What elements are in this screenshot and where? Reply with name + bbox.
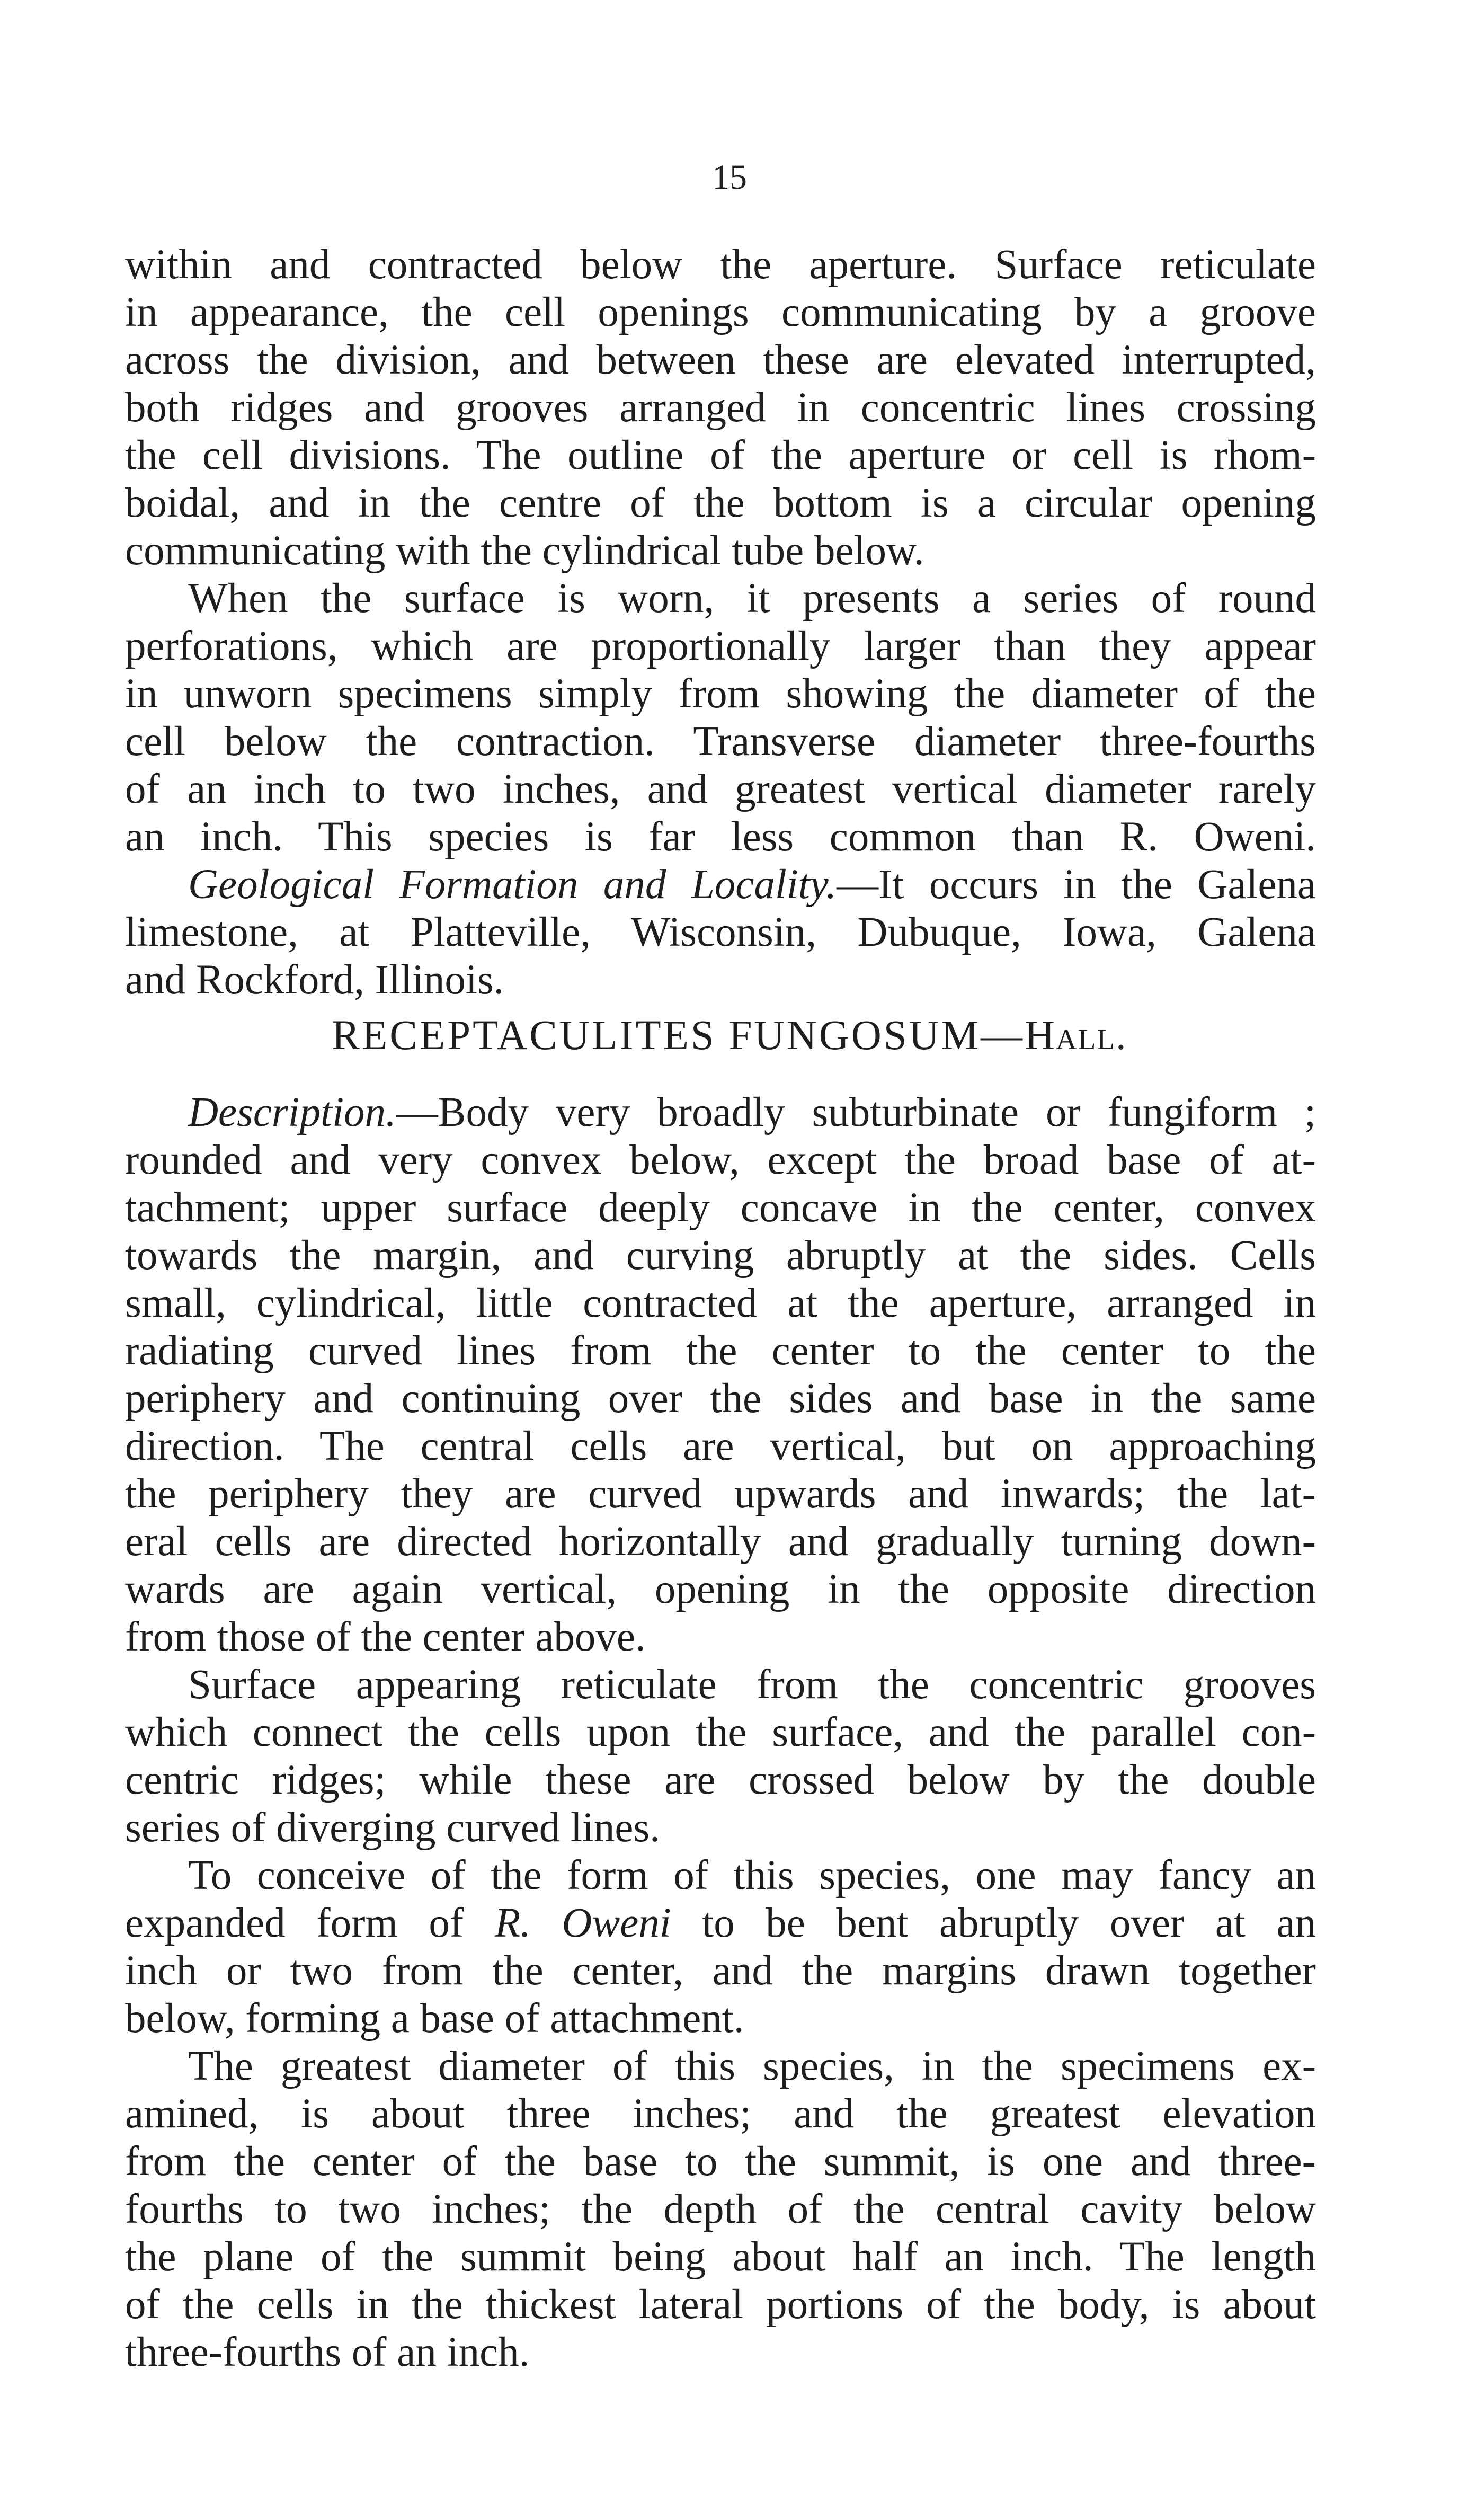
species-reference: R. Oweni <box>494 1900 671 1946</box>
text-line: small, cylindrical, little contracted at the aperture, arranged in <box>125 1280 1316 1326</box>
text-line: amined, is about three inches; and the greatest elevation <box>125 2091 1316 2137</box>
text-line: the cell divisions. The outline of the aperture or cell is rhom- <box>125 432 1316 478</box>
text-run: —It occurs in the Galena <box>837 862 1316 908</box>
text-line: below, forming a base of attachment. <box>125 1995 744 2042</box>
text-line: from the center of the base to the summit, is one and three- <box>125 2139 1316 2185</box>
text-line: which connect the cells upon the surface, and the parallel con- <box>125 1709 1316 1755</box>
text-line: rounded and very convex below, except the broad base of at- <box>125 1137 1316 1183</box>
text-line <box>188 861 1316 909</box>
text-line: boidal, and in the centre of the bottom is a circular opening <box>125 480 1316 526</box>
text-line: series of diverging curved lines. <box>125 1805 660 1851</box>
geological-formation-label: Geological Formation and Locality. <box>188 862 837 908</box>
text-line: radiating curved lines from the center to the center to the <box>125 1328 1316 1374</box>
text-line: inch or two from the center, and the margins drawn together <box>125 1948 1316 1994</box>
text-line: across the division, and between these are elevated interrupted, <box>125 337 1316 383</box>
text-line: limestone, at Platteville, Wisconsin, Dubuque, Iowa, Galena <box>125 909 1316 955</box>
text-line <box>125 1900 1316 1947</box>
text-line: an inch. This species is far less common than R. Oweni. <box>125 814 1316 860</box>
text-line: The greatest diameter of this species, in the specimens ex- <box>188 2043 1316 2089</box>
species-title: RECEPTACULITES FUNGOSUM— <box>332 1013 1025 1059</box>
text-line <box>188 1089 1316 1137</box>
text-line: cell below the contraction. Transverse diameter three-fourths <box>125 718 1316 765</box>
text-line: of the cells in the thickest lateral portions of the body, is about <box>125 2282 1316 2328</box>
text-line: the plane of the summit being about half an inch. The length <box>125 2234 1316 2280</box>
text-line: the periphery they are curved upwards and inwards; the lat- <box>125 1471 1316 1517</box>
author-name: Hall. <box>1024 1013 1127 1059</box>
text-line: perforations, which are proportionally larger than they appear <box>125 623 1316 669</box>
text-line: in appearance, the cell openings communicating by a groove <box>125 289 1316 335</box>
text-line: towards the margin, and curving abruptly at the sides. Cells <box>125 1232 1316 1279</box>
text-line: both ridges and grooves arranged in concentric lines crossing <box>125 385 1316 431</box>
text-line: To conceive of the form of this species, one may fancy an <box>188 1852 1316 1898</box>
text-run: —Body very broadly subturbinate or fungiform ; <box>396 1089 1316 1135</box>
text-line: and Rockford, Illinois. <box>125 957 504 1003</box>
text-line: tachment; upper surface deeply concave in the center, convex <box>125 1185 1316 1231</box>
text-line: wards are again vertical, opening in the opposite direction <box>125 1566 1316 1612</box>
text-line: periphery and continuing over the sides and base in the same <box>125 1376 1316 1422</box>
text-line: eral cells are directed horizontally and gradually turning down- <box>125 1519 1316 1565</box>
text-line: centric ridges; while these are crossed below by the double <box>125 1757 1316 1803</box>
text-line: Surface appearing reticulate from the concentric grooves <box>188 1662 1316 1708</box>
text-line: direction. The central cells are vertical, but on approaching <box>125 1423 1316 1469</box>
section-heading <box>0 1012 1459 1060</box>
text-line: three-fourths of an inch. <box>125 2329 530 2375</box>
text-line: of an inch to two inches, and greatest vertical diameter rarely <box>125 766 1316 812</box>
text-line: within and contracted below the aperture. Surface reticulate <box>125 242 1316 288</box>
text-line: from those of the center above. <box>125 1614 646 1660</box>
text-run: to be bent abruptly over at an <box>671 1900 1316 1946</box>
text-line: When the surface is worn, it presents a series of round <box>188 575 1316 622</box>
page-number: 15 <box>712 158 747 197</box>
text-line: communicating with the cylindrical tube below. <box>125 528 924 574</box>
text-line: fourths to two inches; the depth of the central cavity below <box>125 2186 1316 2232</box>
text-line: in unworn specimens simply from showing the diameter of the <box>125 671 1316 717</box>
description-label: Description. <box>188 1089 396 1135</box>
text-run: expanded form of <box>125 1900 495 1946</box>
